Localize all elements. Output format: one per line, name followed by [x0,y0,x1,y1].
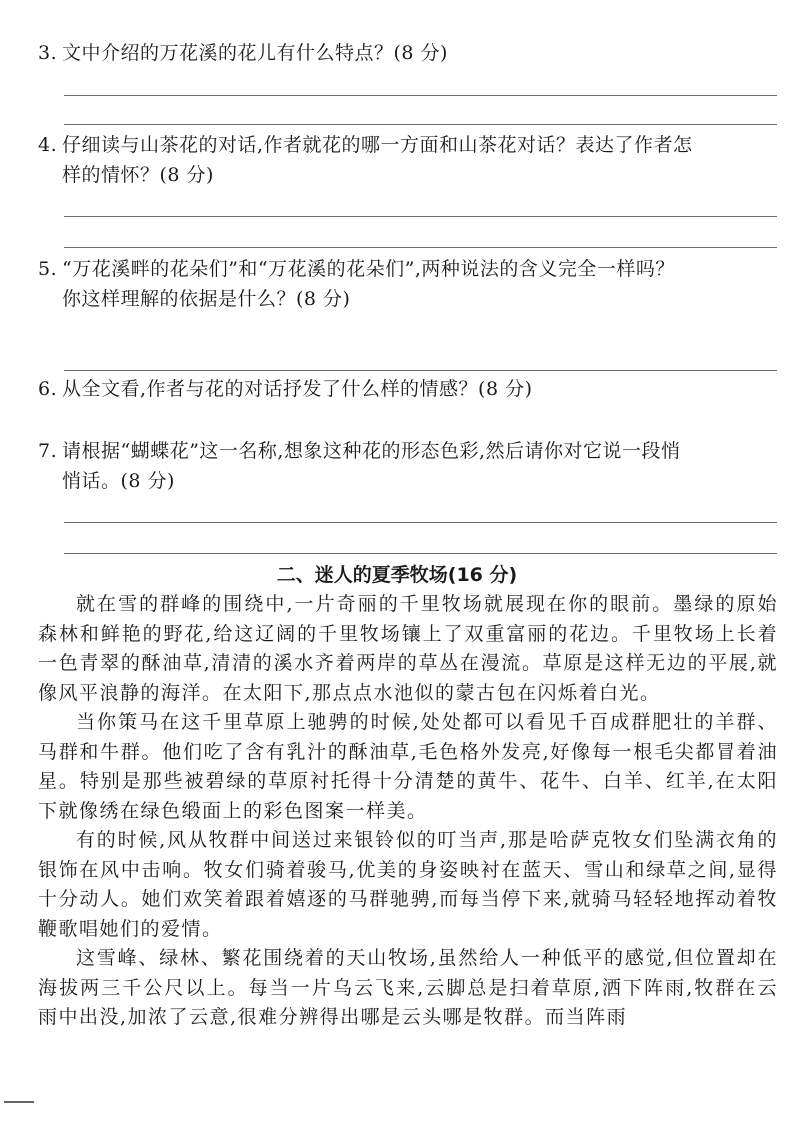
page-margin-mark [4,1101,34,1103]
question-text-cont: 样的情怀？(8 分) [62,164,214,186]
passage-paragraph: 这雪峰、绿林、繁花围绕着的天山牧场,虽然给人一种低平的感觉,但位置却在海拔两三千公尺以上。每当一片乌云飞来,云脚总是扫着草原,洒下阵雨,牧群在云雨中出没,加浓了云意,很难分辨得出哪是云头哪是牧群。而当阵雨 [38,947,778,1028]
question-text: “万花溪畔的花朵们”和“万花溪的花朵们”,两种说法的含义完全一样吗？ [62,258,675,280]
question-text: 从全文看,作者与花的对话抒发了什么样的情感？(8 分) [62,378,533,400]
answer-line[interactable] [64,216,777,217]
section-title: 二、迷人的夏季牧场(16 分) [276,564,518,586]
question-text: 文中介绍的万花溪的花儿有什么特点？(8 分) [62,42,448,64]
question-number: 3. [38,42,58,64]
question-number: 5. [38,258,58,280]
question-4 [38,130,693,190]
question-text: 请根据“蝴蝶花”这一名称,想象这种花的形态色彩,然后请你对它说一段悄 [62,440,681,462]
answer-line[interactable] [64,370,777,371]
question-text: 仔细读与山茶花的对话,作者就花的哪一方面和山茶花对话？表达了作者怎 [62,134,693,156]
passage-paragraph: 当你策马在这千里草原上驰骋的时候,处处都可以看见千百成群肥壮的羊群、马群和牛群。他们吃了含有乳汁的酥油草,毛色格外发亮,好像每一根毛尖都冒着油星。特别是那些被碧绿的草原衬托得十分清楚的黄牛、花牛、白羊、红羊,在太阳下就像绣在绿色缎面上的彩色图案一样美。 [38,711,778,822]
question-number: 4. [38,134,58,156]
question-text-cont: 悄话。(8 分) [62,470,175,492]
passage-paragraph: 就在雪的群峰的围绕中,一片奇丽的千里牧场就展现在你的眼前。墨绿的原始森林和鲜艳的野花,给这辽阔的千里牧场镶上了双重富丽的花边。千里牧场上长着一色青翠的酥油草,清清的溪水齐着两岸的草丛在漫流。草原是这样无边的平展,就像风平浪静的海洋。在太阳下,那点点水池似的蒙古包在闪烁着白光。 [38,593,778,704]
answer-line[interactable] [64,124,777,125]
answer-line[interactable] [64,95,777,96]
answer-line[interactable] [64,247,777,248]
question-number: 7. [38,440,58,462]
question-text-cont: 你这样理解的依据是什么？(8 分) [62,288,351,310]
question-7 [38,436,681,496]
passage-paragraph: 有的时候,风从牧群中间送过来银铃似的叮当声,那是哈萨克牧女们坠满衣角的银饰在风中击响。牧女们骑着骏马,优美的身姿映衬在蓝天、雪山和绿草之间,显得十分动人。她们欢笑着跟着嬉逐的马群驰骋,而每当停下来,就骑马轻轻地挥动着牧鞭歌唱她们的爱情。 [38,829,778,940]
question-3 [38,38,448,68]
question-number: 6. [38,378,58,400]
answer-line[interactable] [64,553,777,554]
reading-passage [38,590,778,1033]
question-6 [38,374,533,404]
answer-line[interactable] [64,522,777,523]
question-5 [38,254,675,314]
